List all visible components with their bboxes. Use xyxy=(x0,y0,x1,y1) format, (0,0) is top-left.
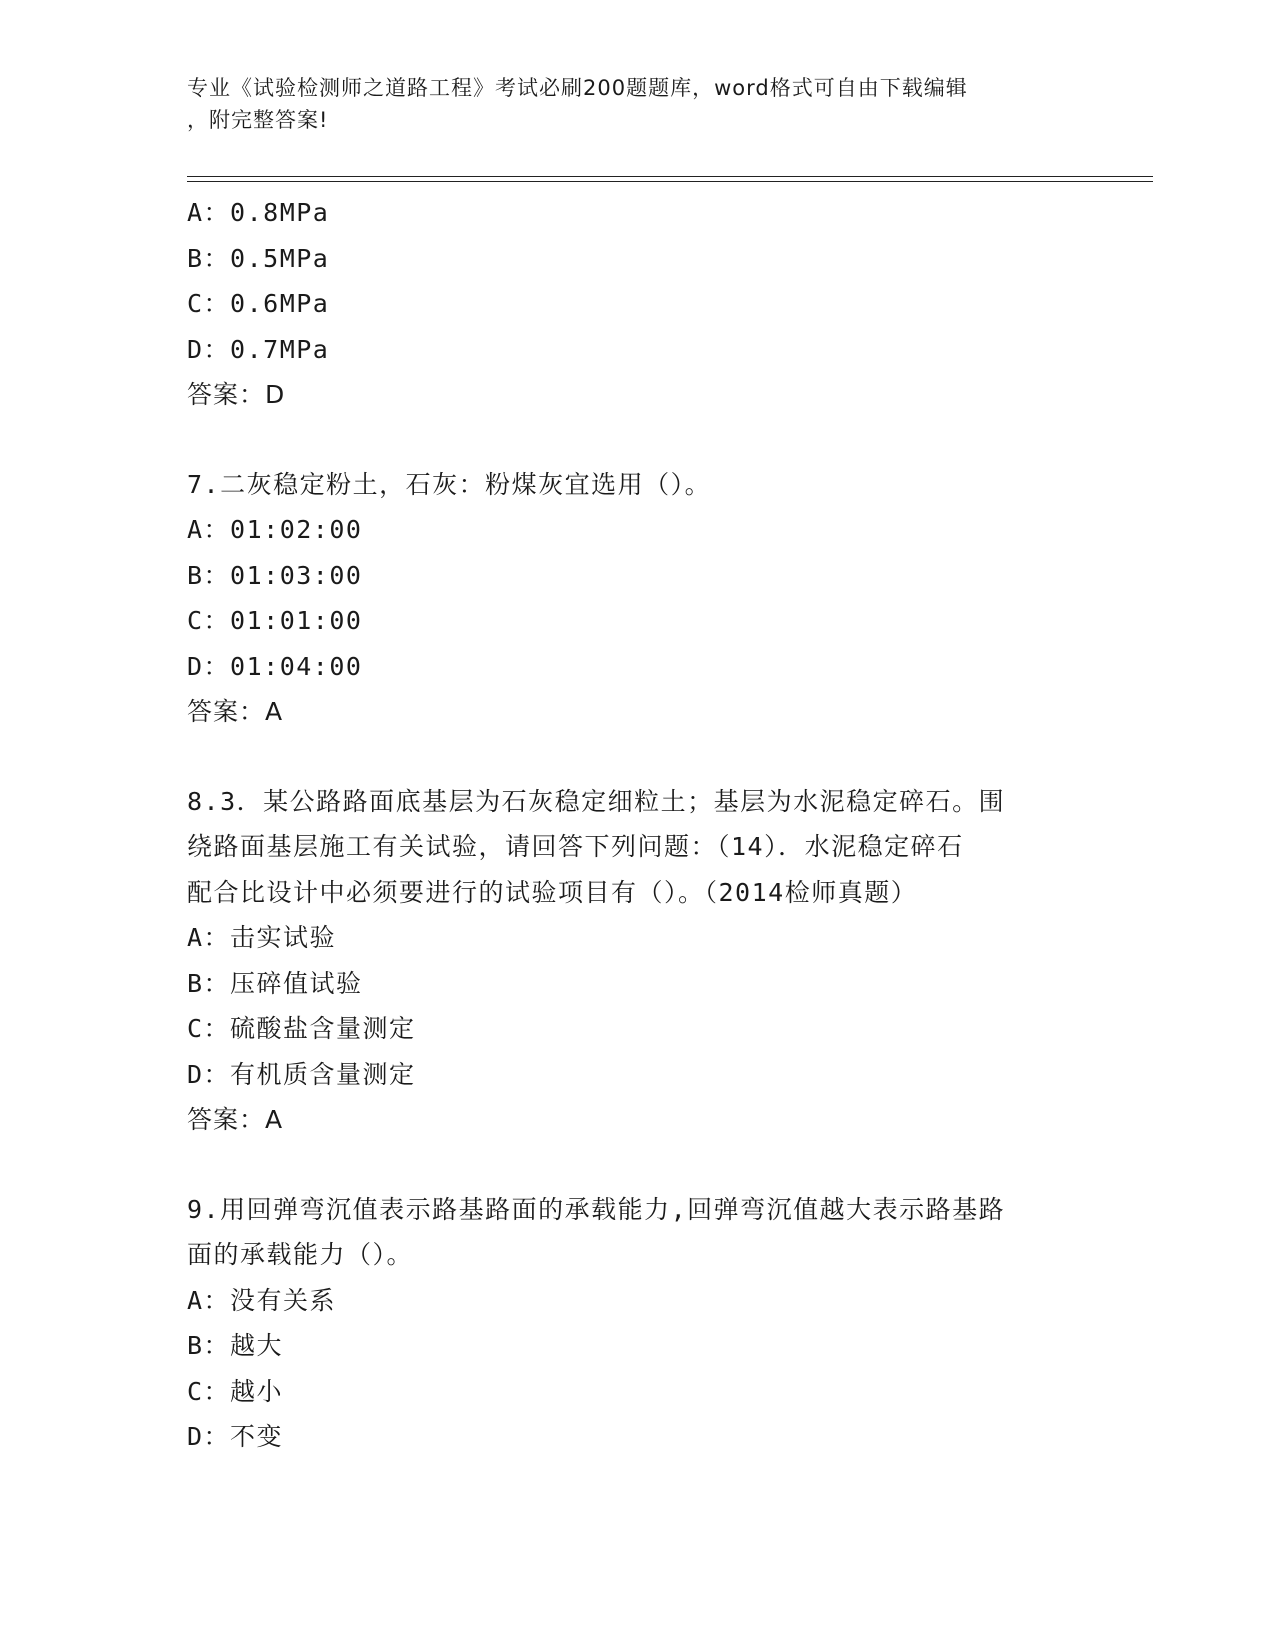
question-9 xyxy=(187,1187,1087,1460)
option-a: A：没有关系 xyxy=(187,1285,337,1315)
question-7 xyxy=(187,462,1087,735)
option-c: C：0.6MPa xyxy=(187,289,330,318)
option-c: C：硫酸盐含量测定 xyxy=(187,1014,416,1043)
answer: 答案：D xyxy=(187,380,286,409)
header-divider-bottom xyxy=(187,181,1153,182)
option-a: A：击实试验 xyxy=(187,923,337,952)
question-stem-line-1: 9.用回弹弯沉值表示路基路面的承载能力,回弹弯沉值越大表示路基路 xyxy=(187,1194,1006,1224)
option-d: D：01:04:00 xyxy=(187,651,363,681)
question-8 xyxy=(187,779,1087,1143)
option-d: D：不变 xyxy=(187,1422,284,1451)
question-stem-line-1: 8.3．某公路路面底基层为石灰稳定细粒土；基层为水泥稳定碎石。围 xyxy=(187,786,1006,816)
header-title-line-2: ，附完整答案! xyxy=(187,108,329,132)
option-d: D：有机质含量测定 xyxy=(187,1059,416,1089)
option-c: C：01:01:00 xyxy=(187,606,363,635)
option-b: B：越大 xyxy=(187,1331,284,1360)
document-header xyxy=(187,72,1067,136)
question-stem-line-3: 配合比设计中必须要进行的试验项目有（）。（2014检师真题） xyxy=(187,877,918,907)
header-title-line-1: 专业《试验检测师之道路工程》考试必刷200题题库，word格式可自由下载编辑 xyxy=(187,76,968,100)
header-divider-top xyxy=(187,176,1153,177)
question-6 xyxy=(187,190,1087,418)
answer: 答案：A xyxy=(187,1105,284,1134)
question-stem: 7.二灰稳定粉土，石灰：粉煤灰宜选用（）。 xyxy=(187,469,712,499)
option-b: B：压碎值试验 xyxy=(187,968,363,998)
question-list xyxy=(187,190,1087,1460)
option-c: C：越小 xyxy=(187,1376,284,1406)
question-stem-line-2: 绕路面基层施工有关试验，请回答下列问题：（14）．水泥稳定碎石 xyxy=(187,832,964,861)
option-a: A：01:02:00 xyxy=(187,515,363,544)
option-d: D：0.7MPa xyxy=(187,334,330,364)
option-b: B：01:03:00 xyxy=(187,560,363,590)
option-a: A：0.8MPa xyxy=(187,198,330,227)
answer: 答案：A xyxy=(187,697,284,726)
question-stem-line-2: 面的承载能力（）。 xyxy=(187,1240,414,1269)
option-b: B：0.5MPa xyxy=(187,243,330,273)
